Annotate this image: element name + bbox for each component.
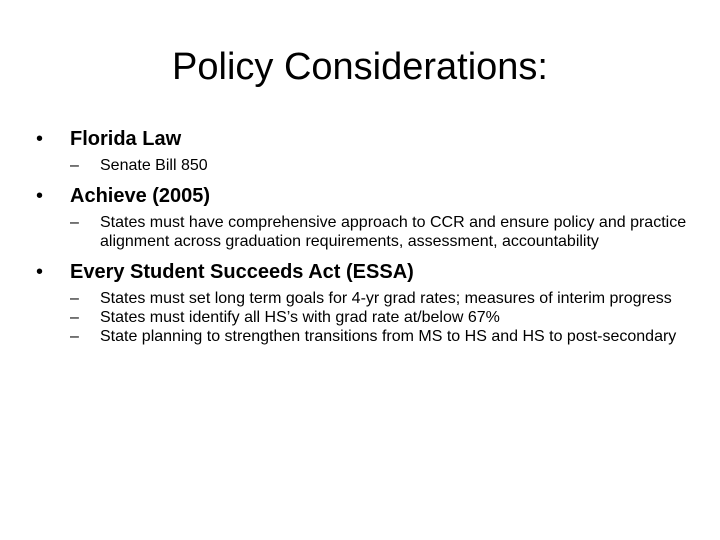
bullet-florida-law xyxy=(30,126,690,152)
dash-marker: – xyxy=(70,328,79,345)
slide-content xyxy=(30,126,690,346)
sub-bullet-text: States must have comprehensive approach to CCR and ensure policy and practice alignment across graduation requirements, assessment, accountability xyxy=(100,214,687,250)
bullet-heading: Florida Law xyxy=(70,128,182,150)
dash-marker: – xyxy=(70,157,79,174)
bullet-heading: Every Student Succeeds Act (ESSA) xyxy=(70,261,414,283)
bullet-essa xyxy=(30,259,690,285)
bullet-marker: • xyxy=(36,128,44,150)
sub-bullet xyxy=(30,327,690,346)
sub-bullet xyxy=(30,213,690,251)
bullet-marker: • xyxy=(36,185,44,207)
sub-bullet-text: State planning to strengthen transitions from MS to HS and HS to post-secondary xyxy=(100,328,677,345)
bullet-marker: • xyxy=(36,261,44,283)
bullet-achieve xyxy=(30,183,690,209)
sub-bullet xyxy=(30,156,690,175)
dash-marker: – xyxy=(70,290,79,307)
sub-bullet-text: States must identify all HS’s with grad rate at/below 67% xyxy=(100,309,500,326)
sub-bullet-text: States must set long term goals for 4-yr grad rates; measures of interim progress xyxy=(100,290,672,307)
sub-bullet xyxy=(30,308,690,327)
sub-bullet-text: Senate Bill 850 xyxy=(100,157,208,174)
sub-bullet xyxy=(30,289,690,308)
dash-marker: – xyxy=(70,309,79,326)
dash-marker: – xyxy=(70,214,79,231)
slide-title: Policy Considerations: xyxy=(172,46,548,88)
bullet-heading: Achieve (2005) xyxy=(70,185,211,207)
